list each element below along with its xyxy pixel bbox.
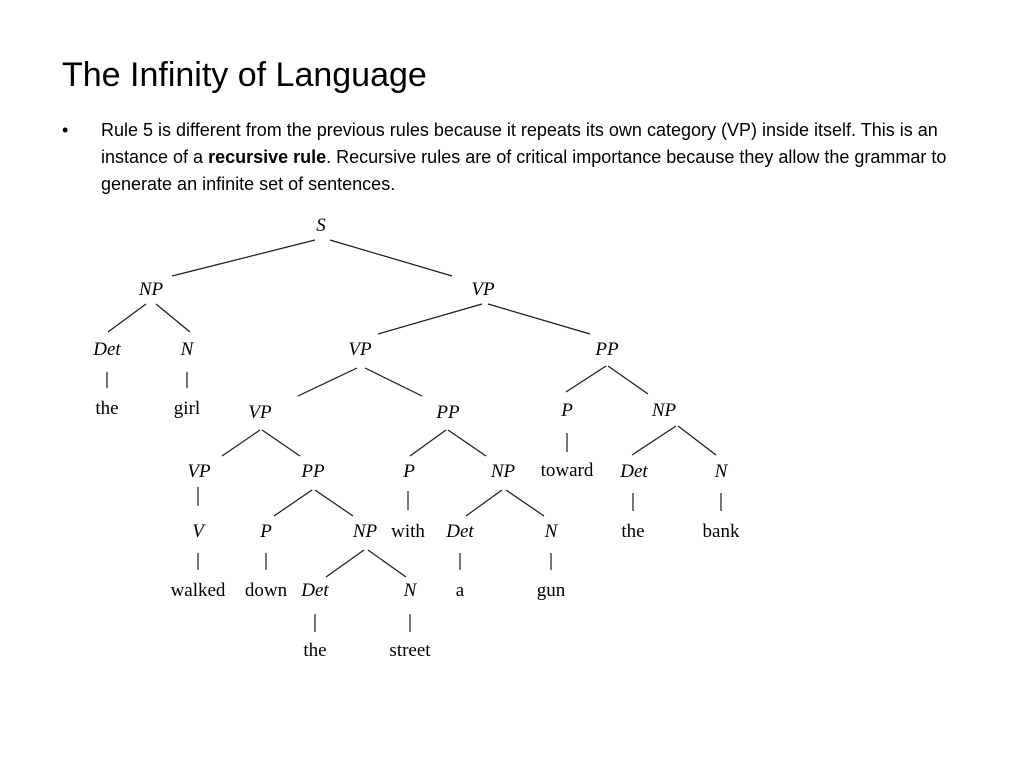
node-vp: VP bbox=[471, 279, 495, 300]
node-det: Det bbox=[620, 461, 648, 482]
node-np: NP bbox=[490, 461, 516, 482]
edge-vp2-pp2 bbox=[365, 368, 422, 396]
word-girl: girl bbox=[173, 398, 201, 419]
edge-s-np bbox=[172, 240, 315, 276]
bullet-text-after: . Recursive rules are of critical importance because they allow the grammar to generate an infinite set of sentences. bbox=[101, 147, 947, 194]
edge-vp2-vp3 bbox=[298, 368, 357, 396]
word-walked: walked bbox=[170, 580, 226, 601]
node-vp: VP bbox=[248, 402, 272, 423]
word-the: the bbox=[95, 398, 119, 419]
edge-vp1-pp1 bbox=[488, 304, 590, 334]
word-street: street bbox=[389, 640, 431, 661]
node-v: V bbox=[192, 521, 204, 542]
word-down: down bbox=[244, 580, 288, 601]
node-n: N bbox=[403, 580, 417, 601]
node-np: NP bbox=[138, 279, 164, 300]
node-s: S bbox=[316, 215, 326, 236]
edge-vp3-vp4 bbox=[222, 430, 260, 456]
bullet-bold-term: recursive rule bbox=[208, 147, 327, 167]
node-pp: PP bbox=[301, 461, 325, 482]
word-with: with bbox=[391, 521, 425, 542]
word-a: a bbox=[455, 580, 465, 601]
node-np: NP bbox=[352, 521, 378, 542]
node-vp: VP bbox=[187, 461, 211, 482]
edge-np4-det bbox=[326, 550, 364, 577]
node-det: Det bbox=[93, 339, 121, 360]
node-np: NP bbox=[651, 400, 677, 421]
edge-np2-n bbox=[678, 426, 716, 455]
tree-edges bbox=[107, 240, 721, 632]
edge-vp1-vp2 bbox=[378, 304, 482, 334]
edge-np4-n bbox=[368, 550, 406, 577]
edge-np-det bbox=[108, 304, 146, 332]
node-det: Det bbox=[301, 580, 329, 601]
bullet-text-before: Rule 5 is different from the previous rules because it repeats its own category (VP) inside itself. This is an instance of a bbox=[101, 120, 938, 167]
word-the: the bbox=[303, 640, 327, 661]
edge-np3-n bbox=[506, 490, 544, 516]
slide-title: The Infinity of Language bbox=[62, 56, 427, 94]
node-pp: PP bbox=[436, 402, 460, 423]
edge-pp3-p bbox=[274, 490, 312, 516]
edge-pp2-p bbox=[410, 430, 446, 456]
edge-vp3-pp3 bbox=[262, 430, 300, 456]
word-the: the bbox=[621, 521, 645, 542]
tree-labels bbox=[92, 215, 740, 661]
edge-pp2-np bbox=[448, 430, 486, 456]
edge-pp1-np bbox=[608, 366, 648, 394]
edge-pp1-p bbox=[566, 366, 606, 392]
word-bank: bank bbox=[702, 521, 740, 542]
node-n: N bbox=[180, 339, 194, 360]
node-n: N bbox=[714, 461, 728, 482]
node-p: P bbox=[403, 461, 415, 482]
node-vp: VP bbox=[348, 339, 372, 360]
bullet-marker: • bbox=[62, 120, 69, 140]
node-n: N bbox=[544, 521, 558, 542]
node-pp: PP bbox=[595, 339, 619, 360]
edge-pp3-np bbox=[315, 490, 353, 516]
edge-np3-det bbox=[466, 490, 502, 516]
edge-np-n bbox=[156, 304, 190, 332]
word-toward: toward bbox=[540, 460, 594, 481]
edge-np2-det bbox=[632, 426, 676, 455]
node-p: P bbox=[561, 400, 573, 421]
word-gun: gun bbox=[536, 580, 566, 601]
edge-s-vp bbox=[330, 240, 452, 276]
node-p: P bbox=[260, 521, 272, 542]
node-det: Det bbox=[446, 521, 474, 542]
